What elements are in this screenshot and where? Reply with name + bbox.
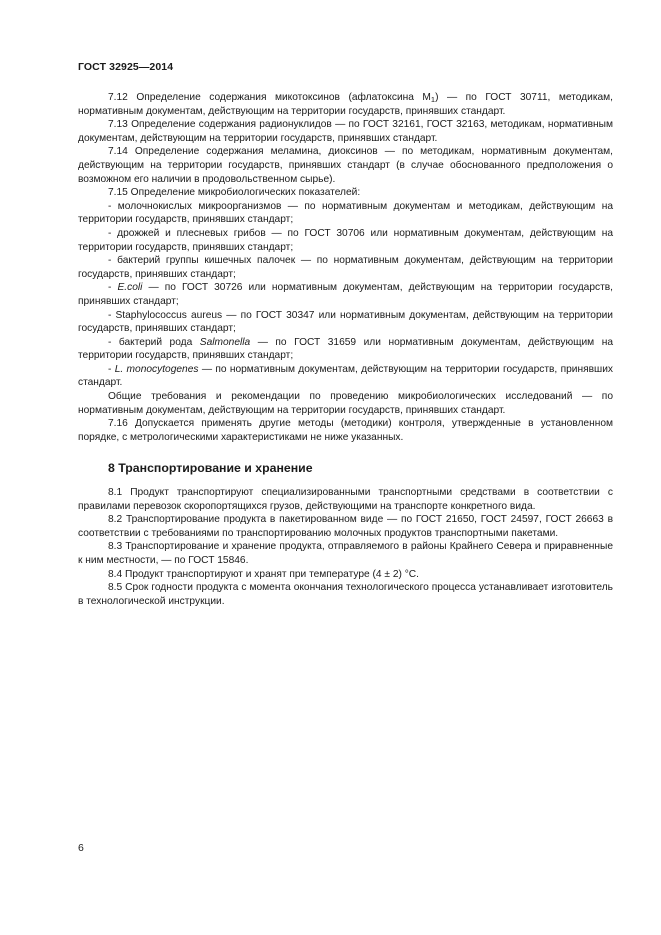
- clause-7-16: 7.16 Допускается применять другие методы (методики) контроля, утвержденные в установленном порядке, с метрологическими характеристиками не ниже указанных.: [78, 418, 613, 443]
- clause-8-5: 8.5 Срок годности продукта с момента окончания технологического процесса устанавливает изготовитель в технологической инструкции.: [78, 582, 613, 607]
- general-requirements: Общие требования и рекомендации по проведению микробиологических исследований — по нормативным документам, действующим на территории государств, принявших стандарт.: [78, 391, 613, 416]
- clause-7-14: 7.14 Определение содержания меламина, диоксинов — по методикам, нормативным документам, действующим на территории государств, принявших стандарт (в случае обоснованного предположения о возможном его наличии в продовольственном сырье).: [78, 146, 613, 185]
- clause-8-2: 8.2 Транспортирование продукта в пакетированном виде — по ГОСТ 21650, ГОСТ 24597, ГОСТ 26663 в соответствии с требованиями по транспортированию молочных продуктов транспортными пакетами.: [78, 514, 613, 539]
- list-item-coliform: - бактерий группы кишечных палочек — по нормативным документам, действующим на территории государств, принявших стандарт;: [78, 255, 613, 280]
- document-header: ГОСТ 32925—2014: [78, 61, 174, 73]
- clause-8-1: 8.1 Продукт транспортируют специализированными транспортными средствами в соответствии с правилами перевозок скоропортящихся грузов, действующими на транспорте конкретного вида.: [78, 487, 613, 512]
- section-8-title: 8 Транспортирование и хранение: [108, 461, 313, 476]
- list-item-listeria: - L. monocytogenes — по нормативным документам, действующим на территории государств, принявших стандарт.: [78, 363, 613, 389]
- clause-8-3: 8.3 Транспортирование и хранение продукта, отправляемого в районы Крайнего Севера и приравненные к ним местности, — по ГОСТ 15846.: [78, 541, 613, 566]
- list-item-lactic: - молочнокислых микроорганизмов — по нормативным документам и методикам, действующим на территории государств, принявших стандарт;: [78, 200, 613, 226]
- list-item-yeast: - дрожжей и плесневых грибов — по ГОСТ 30706 или нормативным документам, действующим на территории государств, принявших стандарт;: [78, 227, 613, 253]
- clause-7-15: 7.15 Определение микробиологических показателей:: [108, 187, 361, 199]
- page-number: 6: [78, 842, 84, 854]
- clause-8-4: 8.4 Продукт транспортируют и хранят при температуре (4 ± 2) °С.: [108, 568, 419, 580]
- list-item-ecoli: - E.coli — по ГОСТ 30726 или нормативным документам, действующим на территории государств, принявших стандарт;: [78, 282, 613, 307]
- document-body: [78, 91, 613, 608]
- clause-7-12: 7.12 Определение содержания микотоксинов (афлатоксина $М_1$) — по ГОСТ 30711, методикам, нормативным документам, действующим на территории государств, принявших стандарт.: [78, 92, 613, 117]
- list-item-staphylococcus: - Staphylococcus aureus — по ГОСТ 30347 или нормативным документам, действующим на территории государств, принявших стандарт;: [78, 309, 613, 335]
- list-item-salmonella: - бактерий рода Salmonella — по ГОСТ 31659 или нормативным документам, действующим на территории государств, принявших стандарт;: [78, 336, 613, 362]
- clause-7-13: 7.13 Определение содержания радионуклидов — по ГОСТ 32161, ГОСТ 32163, методикам, нормативным документам, действующим на территории государств, принявших стандарт.: [78, 119, 613, 144]
